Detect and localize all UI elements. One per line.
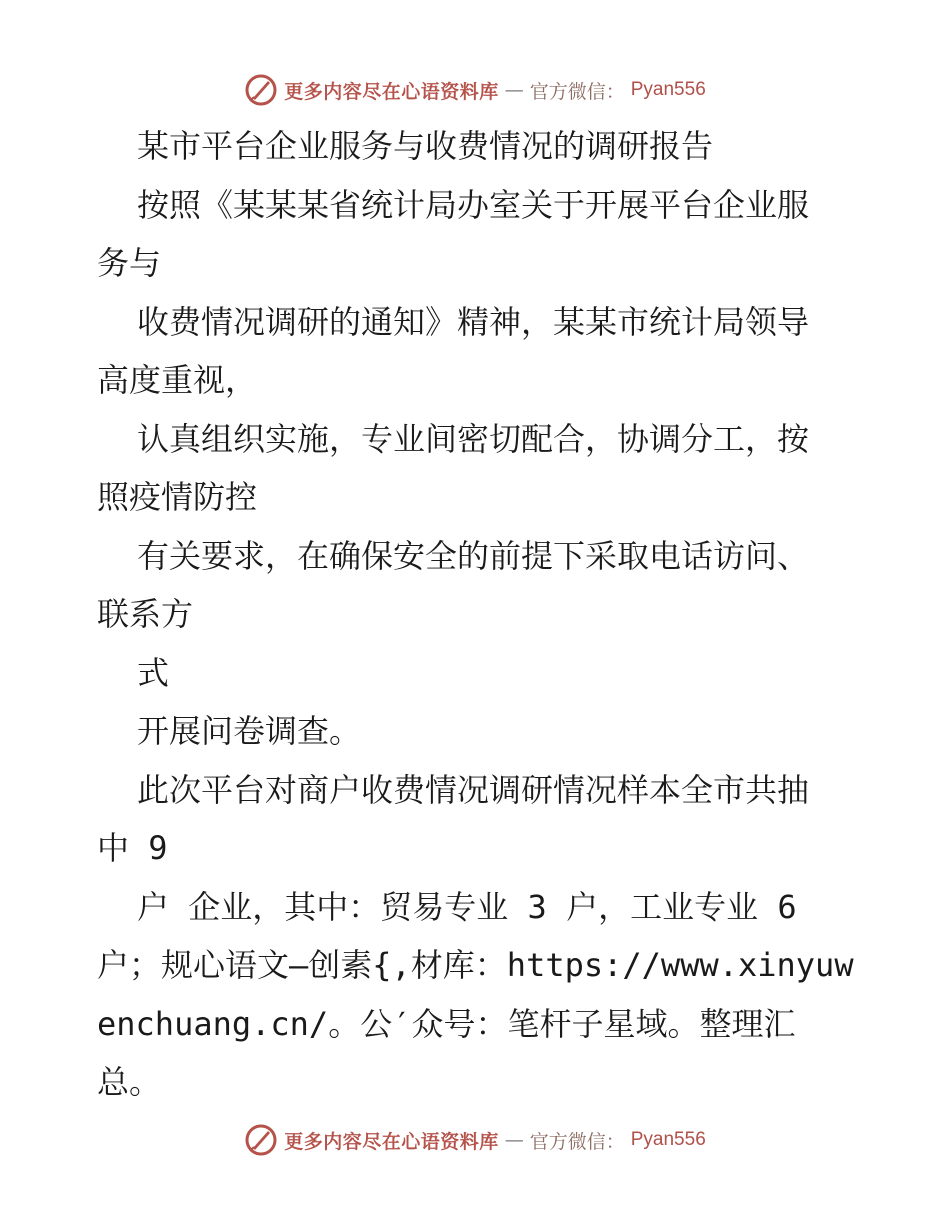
quill-logo-icon — [244, 1123, 278, 1157]
paragraph-line: 照疫情防控 — [97, 478, 258, 516]
paragraph-line: 式 — [137, 654, 170, 692]
paragraph-line: 按照《某某某省统计局办室关于开展平台企业服 — [137, 186, 810, 224]
paragraph-line: 此次平台对商户收费情况调研情况样本全市共抽 — [137, 771, 810, 809]
paragraph-line: 联系方 — [97, 595, 194, 633]
banner-text: 更多内容尽在心语资料库 — [284, 1130, 499, 1153]
paragraph-line: 务与 — [97, 244, 162, 282]
paragraph-line: 户 企业，其中：贸易专业 3 户，工业专业 6 — [137, 888, 797, 926]
paragraph-line: enchuang.cn/。公′众号：笔杆子星域。整理汇 — [97, 1005, 796, 1043]
paragraph-line: 高度重视， — [97, 361, 258, 399]
footer-banner — [0, 1120, 950, 1160]
banner-dash: — — [504, 1129, 524, 1151]
paragraph-line: 有关要求，在确保安全的前提下采取电话访问、 — [137, 537, 810, 575]
banner-wechat-id: Pyan556 — [630, 79, 706, 100]
banner-text: 更多内容尽在心语资料库 — [284, 80, 499, 103]
banner-dash: — — [504, 79, 524, 101]
paragraph-line: 户；规心语文—创素{,材库：https://www.xinyuw — [97, 946, 854, 984]
paragraph-line: 认真组织实施，专业间密切配合，协调分工，按 — [137, 420, 810, 458]
paragraph-line: 收费情况调研的通知》精神，某某市统计局领导 — [137, 303, 810, 341]
banner-wechat-id: Pyan556 — [630, 1129, 706, 1150]
paragraph-line: 开展问卷调查。 — [137, 712, 362, 750]
paragraph-line: 中 9 — [97, 829, 168, 867]
banner-wechat-label: 官方微信： — [529, 80, 625, 103]
paragraph-line: 总。 — [97, 1063, 162, 1101]
report-title: 某市平台企业服务与收费情况的调研报告 — [137, 127, 714, 165]
banner-wechat-label: 官方微信： — [529, 1130, 625, 1153]
